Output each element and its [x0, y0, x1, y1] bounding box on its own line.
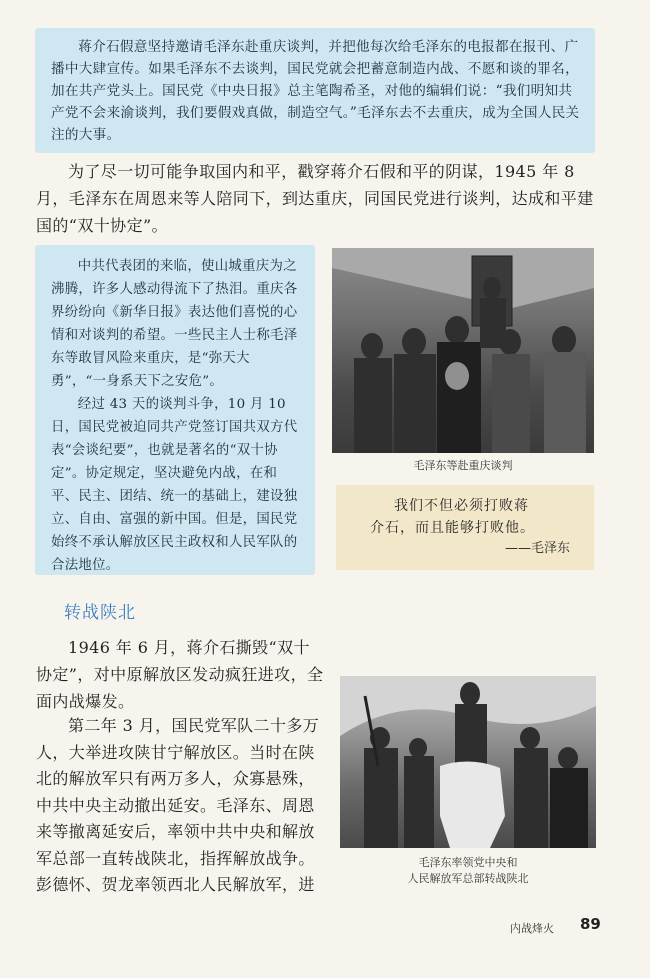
sidebar-box-top — [35, 28, 595, 153]
quote-author: ——毛泽东 — [504, 541, 570, 556]
quote-line-2: 介石，而且能够打败他。 — [370, 520, 535, 536]
negotiation-text-2: 经过 43 天的谈判斗争，10 月 10 日，国民党被迫同共产党签订国共双方代表“会谈纪要”，也就是著名的“双十协定”。协定规定，坚决避免内战，在和平、民主、团结、统一的基础上，建设独立、自由、富强的新中国。但是，国民党始终不承认解放区民主政权和人民军队的合法地位。 — [51, 397, 298, 573]
quote-box — [336, 485, 594, 570]
photo-shaanbei-caption-line-2: 人民解放军总部转战陕北 — [407, 872, 529, 885]
paragraph-shaanbei: 第二年 3 月，国民党军队二十多万人，大举进攻陕甘宁解放区。当时在陕北的解放军只有两万多人，众寡悬殊，中共中央主动撤出延安。毛泽东、周恩来等撤离延安后，率领中共中央和解放军总部一直转战陕北，指挥解放战争。彭德怀、贺龙率领西北人民解放军，进 — [36, 716, 320, 894]
footer-chapter: 内战烽火 — [510, 922, 554, 935]
photo-chongqing-negotiation — [332, 248, 594, 453]
photo-shaanbei — [340, 676, 596, 848]
quote-line-1: 我们不但必须打败蒋 — [394, 498, 529, 514]
photo-chongqing-caption: 毛泽东等赴重庆谈判 — [413, 459, 513, 472]
photo-shaanbei-caption-line-1: 毛泽东率领党中央和 — [418, 856, 518, 869]
photo-chongqing-drawing — [332, 248, 594, 453]
paragraph-civil-war: 1946 年 6 月，蒋介石撕毁“双十协定”，对中原解放区发动疯狂进攻，全面内战爆发。 — [36, 638, 324, 711]
photo-shaanbei-caption — [340, 855, 596, 887]
page-number: 89 — [580, 915, 601, 933]
negotiation-text-1: 中共代表团的来临，使山城重庆为之沸腾，许多人感动得流下了热泪。重庆各界纷纷向《新华日报》表达他们喜悦的心情和对谈判的希望。一些民主人士称毛泽东等敢冒风险来重庆，是“弥天大勇”，“一身系天下之安危”。 — [51, 259, 298, 389]
section-title: 转战陕北 — [64, 603, 136, 623]
photo-shaanbei-drawing — [340, 676, 596, 848]
sidebar-box-top-text: 蒋介石假意坚持邀请毛泽东赴重庆谈判，并把他每次给毛泽东的电报都在报刊、广播中大肆宣传。如果毛泽东不去谈判，国民党就会把蓄意制造内战、不愿和谈的罪名，加在共产党头上。国民党《中央日报》总主笔陶希圣，对他的编辑们说：“我们明知共产党不会来渝谈判，我们要假戏真做，制造空气。”毛泽东去不去重庆，成为全国人民关注的大事。 — [51, 39, 580, 143]
sidebar-box-negotiation — [35, 245, 315, 575]
paragraph-chongqing: 为了尽一切可能争取国内和平，戳穿蒋介石假和平的阴谋，1945 年 8 月，毛泽东在周恩来等人陪同下，到达重庆，同国民党进行谈判，达成和平建国的“双十协定”。 — [36, 162, 594, 235]
